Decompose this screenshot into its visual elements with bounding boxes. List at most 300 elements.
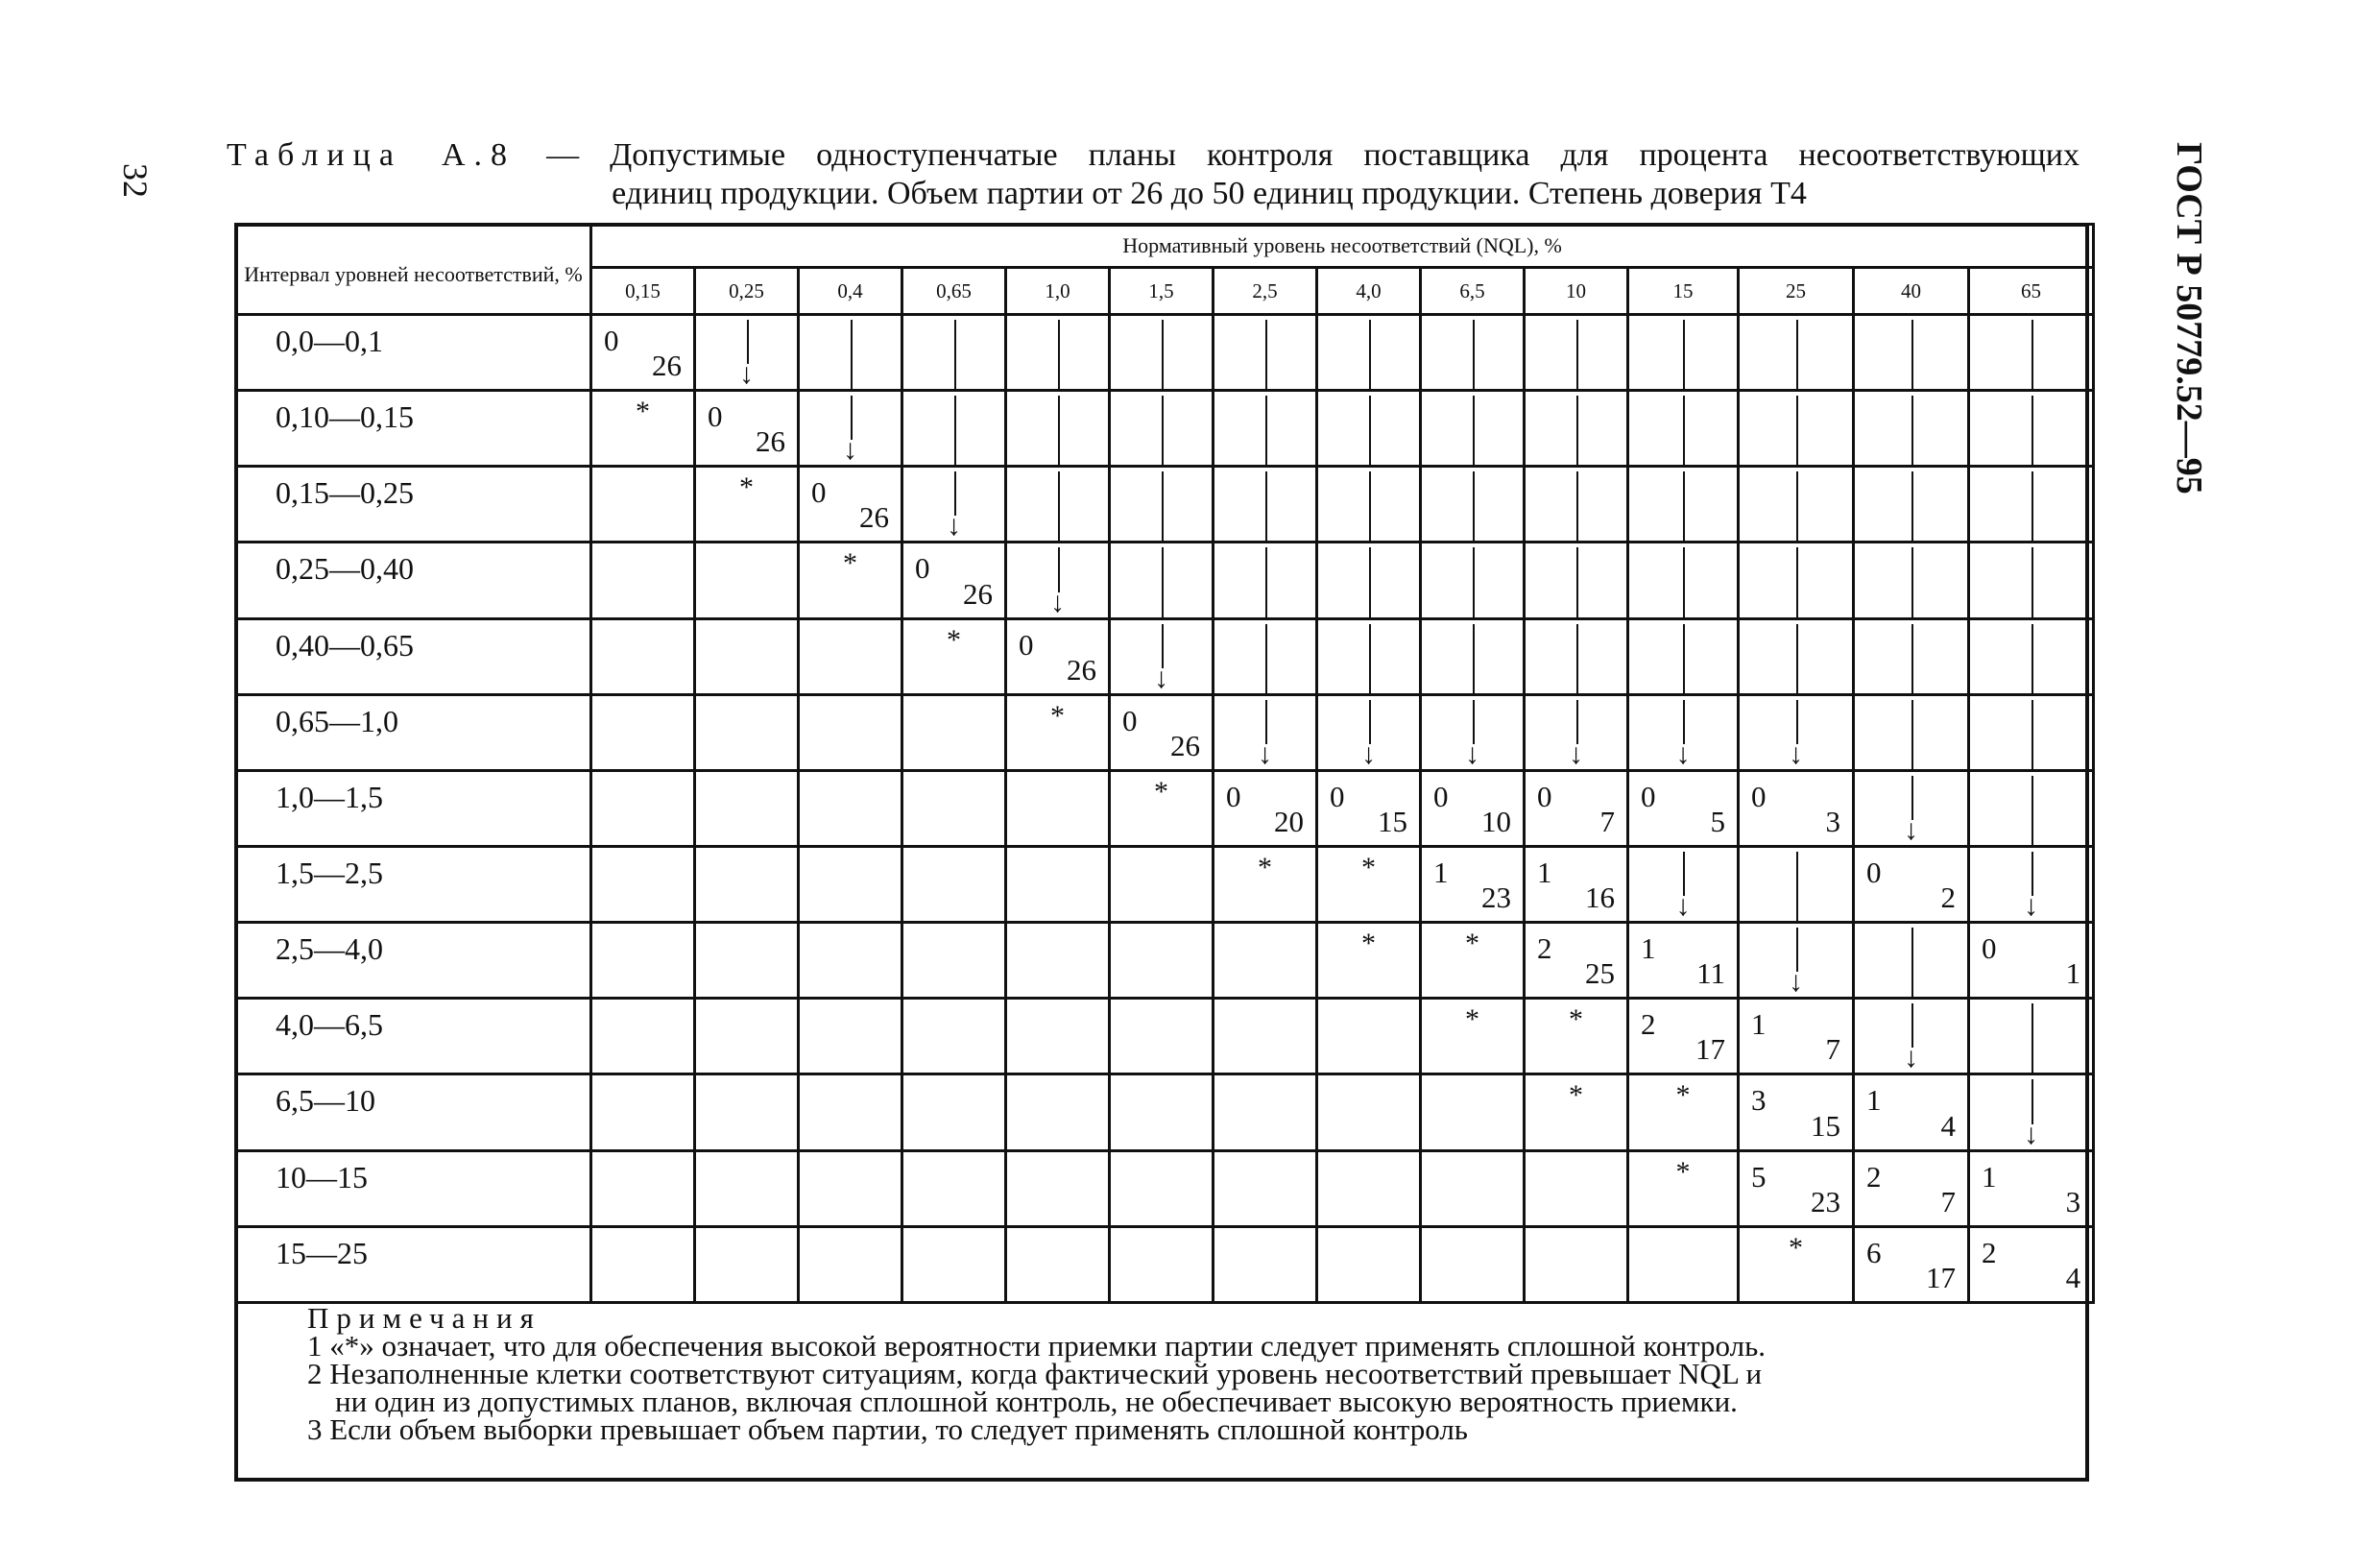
full-inspection-cell [591, 391, 695, 467]
arrow-down-icon: ↓ [739, 358, 754, 391]
vertical-line-cell [1969, 543, 2094, 618]
acceptance-number: 2 [1537, 931, 1552, 966]
plan-cell [1525, 770, 1628, 846]
sample-size: 11 [1696, 956, 1725, 991]
sample-size: 5 [1710, 804, 1725, 838]
vertical-line-cell [1006, 467, 1110, 543]
asterisk-icon: * [947, 623, 961, 656]
acceptance-number: 0 [1433, 779, 1449, 813]
arrow-down-icon: ↓ [2024, 1118, 2039, 1150]
acceptance-number: 1 [1433, 855, 1449, 889]
acceptance-number: 0 [1019, 627, 1034, 662]
vertical-line-cell [1006, 391, 1110, 467]
vertical-line-cell [1317, 618, 1421, 694]
arrow-down-icon: ↓ [1675, 737, 1691, 770]
acceptance-plans-table [234, 223, 2095, 1304]
empty-cell [1525, 1226, 1628, 1302]
acceptance-number: 2 [1866, 1159, 1882, 1194]
acceptance-number: 0 [1641, 779, 1656, 813]
vertical-line-cell [1739, 467, 1854, 543]
arrow-down-icon: ↓ [1465, 737, 1479, 770]
vertical-line-cell [1110, 315, 1214, 391]
empty-cell [591, 618, 695, 694]
empty-cell [1110, 1226, 1214, 1302]
plan-cell [1525, 923, 1628, 999]
sample-size: 4 [2065, 1261, 2081, 1294]
empty-cell [695, 999, 799, 1074]
empty-cell [591, 467, 695, 543]
vertical-line-icon [1683, 396, 1685, 465]
nql-column-header: 0,15 [591, 268, 695, 315]
vertical-line-icon [1683, 700, 1685, 744]
arrow-down-icon: ↓ [1050, 586, 1065, 618]
acceptance-number: 0 [1226, 779, 1241, 813]
note-2: 2 Незаполненные клетки соответствуют ситуациям, когда фактический уровень несоответствий превышает NQL и [307, 1357, 1763, 1390]
vertical-line-icon [1162, 547, 1164, 616]
plan-cell [1006, 618, 1110, 694]
sample-size: 26 [1067, 652, 1096, 687]
vertical-line-icon [2031, 320, 2033, 389]
vertical-line-cell [799, 315, 902, 391]
vertical-line-icon [1369, 396, 1371, 465]
vertical-line-cell [1421, 543, 1525, 618]
vertical-line-cell [1317, 391, 1421, 467]
acceptance-number: 0 [1866, 855, 1882, 889]
vertical-line-icon [1796, 624, 1798, 693]
empty-cell [591, 1150, 695, 1226]
empty-cell [1006, 1226, 1110, 1302]
vertical-line-cell [1525, 467, 1628, 543]
empty-cell [1110, 1074, 1214, 1150]
nql-column-header: 1,0 [1006, 268, 1110, 315]
full-inspection-cell [1214, 846, 1317, 922]
vertical-line-icon [1265, 624, 1267, 693]
plan-cell [1628, 999, 1739, 1074]
nql-header: Нормативный уровень несоответствий (NQL), % [591, 225, 2094, 268]
full-inspection-cell [1525, 999, 1628, 1074]
vertical-line-cell [1110, 467, 1214, 543]
vertical-line-icon [1369, 624, 1371, 693]
vertical-line-icon [1576, 547, 1578, 616]
vertical-line-cell [1628, 315, 1739, 391]
full-inspection-cell [1317, 923, 1421, 999]
vertical-line-icon [1369, 320, 1371, 389]
empty-cell [695, 923, 799, 999]
sample-size: 1 [2065, 956, 2081, 991]
empty-cell [902, 846, 1006, 922]
acceptance-number: 0 [1982, 931, 1997, 966]
empty-cell [1317, 999, 1421, 1074]
plan-cell [1854, 846, 1969, 922]
vertical-line-icon [1911, 928, 1913, 997]
empty-cell [1317, 1150, 1421, 1226]
vertical-line-icon [1369, 547, 1371, 616]
asterisk-icon: * [739, 471, 754, 504]
empty-cell [591, 1226, 695, 1302]
empty-cell [799, 770, 902, 846]
vertical-line-icon [1796, 471, 1798, 541]
empty-cell [902, 923, 1006, 999]
arrow-down-cell [1969, 1074, 2094, 1150]
empty-cell [1214, 1226, 1317, 1302]
plan-cell [1739, 999, 1854, 1074]
full-inspection-cell [1006, 694, 1110, 770]
vertical-line-icon [1576, 624, 1578, 693]
arrow-down-icon: ↓ [1569, 737, 1583, 770]
vertical-line-cell [1006, 315, 1110, 391]
plan-cell [591, 315, 695, 391]
nql-column-header: 0,4 [799, 268, 902, 315]
empty-cell [799, 1074, 902, 1150]
arrow-down-icon: ↓ [947, 510, 961, 543]
vertical-line-icon [1473, 700, 1475, 744]
vertical-line-cell [1525, 315, 1628, 391]
table-row [236, 1150, 2094, 1226]
vertical-line-icon [1058, 471, 1060, 541]
vertical-line-cell [1854, 923, 1969, 999]
vertical-line-cell [1214, 467, 1317, 543]
vertical-line-icon [1265, 396, 1267, 465]
acceptance-number: 3 [1751, 1083, 1767, 1118]
notes [307, 1301, 2083, 1446]
nql-column-header: 4,0 [1317, 268, 1421, 315]
interval-cell: 0,0—0,1 [236, 315, 591, 391]
acceptance-number: 1 [1751, 1007, 1767, 1042]
vertical-line-cell [1969, 999, 2094, 1074]
plan-cell [1739, 1074, 1854, 1150]
full-inspection-cell [902, 618, 1006, 694]
vertical-line-cell [902, 315, 1006, 391]
nql-column-header: 10 [1525, 268, 1628, 315]
sample-size: 25 [1585, 956, 1615, 991]
vertical-line-cell [1969, 770, 2094, 846]
vertical-line-icon [1911, 396, 1913, 465]
arrow-down-icon: ↓ [1789, 966, 1803, 999]
sample-size: 20 [1274, 804, 1304, 838]
vertical-line-cell [1110, 391, 1214, 467]
vertical-line-icon [2031, 1079, 2033, 1123]
arrow-down-icon: ↓ [1154, 662, 1168, 694]
vertical-line-cell [1421, 467, 1525, 543]
vertical-line-cell [1525, 618, 1628, 694]
full-inspection-cell [1421, 923, 1525, 999]
vertical-line-icon [1576, 396, 1578, 465]
nql-column-header: 15 [1628, 268, 1739, 315]
notes-title: Примечания [307, 1301, 541, 1335]
nql-column-header: 6,5 [1421, 268, 1525, 315]
plan-cell [1739, 770, 1854, 846]
empty-cell [902, 770, 1006, 846]
asterisk-icon: * [1361, 928, 1376, 960]
arrow-down-cell [1969, 846, 2094, 922]
standard-code: ГОСТ Р 50779.52—95 [2169, 142, 2209, 495]
sample-size: 26 [963, 576, 993, 611]
full-inspection-cell [1739, 1226, 1854, 1302]
table-caption-line1 [227, 137, 2079, 174]
vertical-line-icon [1683, 471, 1685, 541]
vertical-line-icon [1162, 471, 1164, 541]
table-row [236, 391, 2094, 467]
arrow-down-icon: ↓ [1258, 737, 1272, 770]
interval-cell: 1,0—1,5 [236, 770, 591, 846]
asterisk-icon: * [1465, 928, 1479, 960]
plan-cell [1421, 770, 1525, 846]
sample-size: 15 [1811, 1108, 1840, 1143]
nql-column-header: 40 [1854, 268, 1969, 315]
empty-cell [799, 999, 902, 1074]
vertical-line-icon [1058, 547, 1060, 591]
vertical-line-icon [1576, 320, 1578, 389]
empty-cell [591, 999, 695, 1074]
plan-cell [1525, 846, 1628, 922]
sample-size: 7 [1940, 1184, 1956, 1218]
empty-cell [1006, 923, 1110, 999]
interval-cell: 0,40—0,65 [236, 618, 591, 694]
sample-size: 26 [859, 500, 889, 535]
interval-cell: 0,10—0,15 [236, 391, 591, 467]
interval-cell: 0,25—0,40 [236, 543, 591, 618]
empty-cell [1110, 923, 1214, 999]
arrow-down-cell [1628, 846, 1739, 922]
empty-cell [1006, 770, 1110, 846]
vertical-line-cell [1739, 846, 1854, 922]
vertical-line-cell [1110, 543, 1214, 618]
full-inspection-cell [695, 467, 799, 543]
interval-cell: 4,0—6,5 [236, 999, 591, 1074]
vertical-line-icon [1473, 624, 1475, 693]
empty-cell [1110, 846, 1214, 922]
empty-cell [1214, 1150, 1317, 1226]
interval-cell: 0,15—0,25 [236, 467, 591, 543]
arrow-down-icon: ↓ [1361, 737, 1376, 770]
acceptance-number: 1 [1641, 931, 1656, 966]
asterisk-icon: * [1675, 1079, 1691, 1112]
arrow-down-cell [1628, 694, 1739, 770]
vertical-line-icon [1058, 396, 1060, 465]
full-inspection-cell [1525, 1074, 1628, 1150]
vertical-line-icon [1796, 320, 1798, 389]
plan-cell [799, 467, 902, 543]
empty-cell [1006, 1074, 1110, 1150]
empty-cell [695, 543, 799, 618]
vertical-line-cell [1628, 543, 1739, 618]
vertical-line-cell [1739, 543, 1854, 618]
table-row [236, 618, 2094, 694]
vertical-line-icon [1162, 624, 1164, 668]
table-body [236, 315, 2094, 1303]
asterisk-icon: * [1569, 1079, 1583, 1112]
vertical-line-icon [2031, 700, 2033, 769]
nql-column-header: 65 [1969, 268, 2094, 315]
empty-cell [799, 923, 902, 999]
vertical-line-icon [1473, 396, 1475, 465]
sample-size: 26 [652, 349, 682, 383]
vertical-line-cell [1854, 618, 1969, 694]
empty-cell [799, 1226, 902, 1302]
vertical-line-cell [1969, 618, 2094, 694]
interval-cell: 2,5—4,0 [236, 923, 591, 999]
plan-cell [1739, 1150, 1854, 1226]
table-row [236, 1226, 2094, 1302]
empty-cell [1006, 846, 1110, 922]
vertical-line-icon [1683, 547, 1685, 616]
empty-cell [1525, 1150, 1628, 1226]
empty-cell [799, 1150, 902, 1226]
vertical-line-cell [1854, 467, 1969, 543]
plan-cell [1628, 770, 1739, 846]
plan-cell [1110, 694, 1214, 770]
acceptance-number: 1 [1866, 1083, 1882, 1118]
full-inspection-cell [1317, 846, 1421, 922]
vertical-line-icon [1058, 320, 1060, 389]
acceptance-number: 6 [1866, 1235, 1882, 1269]
sample-size: 16 [1585, 880, 1615, 915]
full-inspection-cell [1628, 1150, 1739, 1226]
vertical-line-icon [1911, 624, 1913, 693]
empty-cell [695, 618, 799, 694]
vertical-line-icon [1265, 547, 1267, 616]
vertical-line-cell [1628, 391, 1739, 467]
vertical-line-cell [1214, 618, 1317, 694]
vertical-line-icon [1796, 547, 1798, 616]
vertical-line-icon [1473, 547, 1475, 616]
vertical-line-icon [2031, 776, 2033, 845]
nql-column-header: 25 [1739, 268, 1854, 315]
vertical-line-icon [2031, 1003, 2033, 1073]
vertical-line-cell [1969, 391, 2094, 467]
interval-header: Интервал уровней несоответствий, % [236, 225, 591, 315]
acceptance-number: 2 [1641, 1007, 1656, 1042]
empty-cell [1214, 999, 1317, 1074]
acceptance-number: 5 [1751, 1159, 1767, 1194]
vertical-line-cell [1525, 543, 1628, 618]
acceptance-number: 0 [1330, 779, 1345, 813]
full-inspection-cell [1421, 999, 1525, 1074]
interval-cell: 6,5—10 [236, 1074, 591, 1150]
sample-size: 23 [1811, 1184, 1840, 1218]
empty-cell [902, 1074, 1006, 1150]
interval-cell: 0,65—1,0 [236, 694, 591, 770]
empty-cell [695, 770, 799, 846]
asterisk-icon: * [1675, 1155, 1691, 1188]
vertical-line-icon [1576, 471, 1578, 541]
asterisk-icon: * [1465, 1003, 1479, 1036]
vertical-line-icon [1911, 471, 1913, 541]
vertical-line-icon [1162, 396, 1164, 465]
interval-cell: 15—25 [236, 1226, 591, 1302]
empty-cell [1317, 1074, 1421, 1150]
sample-size: 4 [1940, 1108, 1956, 1143]
arrow-down-cell [1110, 618, 1214, 694]
acceptance-number: 0 [1537, 779, 1552, 813]
interval-cell: 1,5—2,5 [236, 846, 591, 922]
asterisk-icon: * [1789, 1231, 1803, 1264]
vertical-line-icon [2031, 624, 2033, 693]
plan-cell [1854, 1150, 1969, 1226]
full-inspection-cell [1628, 1074, 1739, 1150]
vertical-line-icon [1683, 320, 1685, 389]
note-2-continued: ни один из допустимых планов, включая сплошной контроль, не обеспечивает высокую вероятность приемки. [335, 1385, 1738, 1418]
vertical-line-icon [1576, 700, 1578, 744]
interval-cell: 10—15 [236, 1150, 591, 1226]
note-3: 3 Если объем выборки превышает объем партии, то следует применять сплошной контроль [307, 1412, 1468, 1446]
plan-cell [1969, 1226, 2094, 1302]
vertical-line-icon [1473, 471, 1475, 541]
vertical-line-icon [1265, 320, 1267, 389]
acceptance-number: 1 [1537, 855, 1552, 889]
vertical-line-icon [954, 320, 956, 389]
arrow-down-icon: ↓ [2024, 890, 2039, 923]
arrow-down-cell [1006, 543, 1110, 618]
arrow-down-icon: ↓ [1904, 813, 1918, 846]
empty-cell [1421, 1226, 1525, 1302]
vertical-line-icon [1683, 624, 1685, 693]
table-row [236, 1074, 2094, 1150]
nql-column-header: 1,5 [1110, 268, 1214, 315]
table-caption-label: Таблица А.8 [227, 137, 517, 173]
vertical-line-icon [2031, 471, 2033, 541]
empty-cell [695, 1226, 799, 1302]
vertical-line-icon [1473, 320, 1475, 389]
asterisk-icon: * [1258, 851, 1272, 883]
vertical-line-cell [1525, 391, 1628, 467]
vertical-line-cell [1969, 315, 2094, 391]
asterisk-icon: * [636, 396, 650, 428]
nql-column-header: 0,25 [695, 268, 799, 315]
vertical-line-icon [851, 320, 853, 389]
vertical-line-cell [1214, 543, 1317, 618]
acceptance-number: 0 [811, 475, 827, 510]
vertical-line-icon [1796, 700, 1798, 744]
empty-cell [902, 1150, 1006, 1226]
vertical-line-icon [2031, 547, 2033, 616]
arrow-down-icon: ↓ [1904, 1042, 1918, 1074]
acceptance-number: 0 [1751, 779, 1767, 813]
nql-column-header: 0,65 [902, 268, 1006, 315]
sample-size: 23 [1481, 880, 1511, 915]
empty-cell [1110, 1150, 1214, 1226]
empty-cell [1317, 1226, 1421, 1302]
page-number: 32 [116, 163, 155, 198]
table-row [236, 923, 2094, 999]
plan-cell [1854, 1074, 1969, 1150]
table-row [236, 694, 2094, 770]
plan-cell [1421, 846, 1525, 922]
vertical-line-cell [1854, 315, 1969, 391]
vertical-line-icon [1162, 320, 1164, 389]
arrow-down-cell [1739, 923, 1854, 999]
sample-size: 15 [1378, 804, 1407, 838]
sample-size: 3 [2065, 1184, 2081, 1218]
plan-cell [902, 543, 1006, 618]
plan-cell [1628, 923, 1739, 999]
asterisk-icon: * [1569, 1003, 1583, 1036]
full-inspection-cell [1110, 770, 1214, 846]
acceptance-number: 0 [1122, 703, 1138, 737]
empty-cell [695, 1074, 799, 1150]
empty-cell [591, 846, 695, 922]
asterisk-icon: * [843, 547, 857, 580]
sample-size: 7 [1825, 1032, 1840, 1067]
arrow-down-icon: ↓ [843, 434, 857, 467]
vertical-line-cell [1739, 391, 1854, 467]
vertical-line-icon [1265, 471, 1267, 541]
vertical-line-cell [1317, 543, 1421, 618]
vertical-line-cell [1628, 467, 1739, 543]
arrow-down-icon: ↓ [1675, 890, 1691, 923]
sample-size: 10 [1481, 804, 1511, 838]
arrow-down-cell [902, 467, 1006, 543]
